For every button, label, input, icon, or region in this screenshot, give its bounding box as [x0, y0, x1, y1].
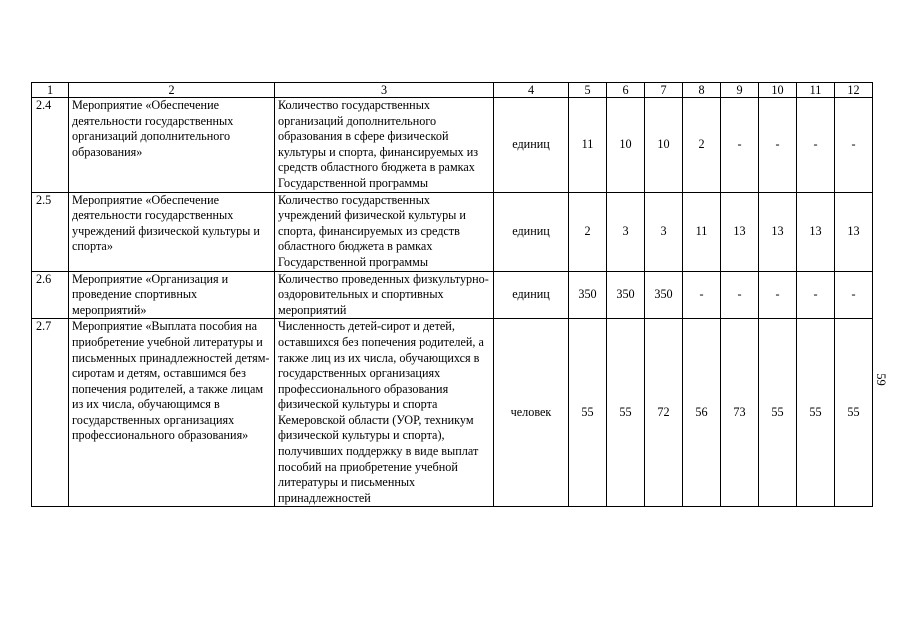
column-number: 7	[645, 83, 683, 98]
table-row	[32, 319, 873, 507]
column-number: 2	[69, 83, 275, 98]
value-cell: -	[797, 271, 835, 319]
value-cell: 10	[607, 98, 645, 193]
value-cell: 55	[607, 319, 645, 507]
activity-cell: Мероприятие «Выплата пособия на приобретение учебной литературы и письменных принадлежностей детям-сиротам и детям, оставшимся без попечения родителей, а также лицам из их числа, обучающимся в государственных организациях профессионального образования»	[69, 319, 275, 507]
column-number: 12	[835, 83, 873, 98]
value-cell: 13	[759, 192, 797, 271]
unit-cell: человек	[494, 319, 569, 507]
value-cell: -	[721, 98, 759, 193]
activity-cell: Мероприятие «Обеспечение деятельности государственных учреждений физической культуры и спорта»	[69, 192, 275, 271]
value-cell: -	[721, 271, 759, 319]
value-cell: 55	[797, 319, 835, 507]
row-number: 2.7	[32, 319, 69, 507]
column-number: 1	[32, 83, 69, 98]
value-cell: 350	[645, 271, 683, 319]
unit-cell: единиц	[494, 98, 569, 193]
value-cell: 55	[835, 319, 873, 507]
value-cell: 3	[645, 192, 683, 271]
activity-cell: Мероприятие «Обеспечение деятельности государственных организаций дополнительного образования»	[69, 98, 275, 193]
table-row	[32, 192, 873, 271]
row-number: 2.5	[32, 192, 69, 271]
value-cell: 72	[645, 319, 683, 507]
indicator-cell: Численность детей-сирот и детей, оставшихся без попечения родителей, а также лиц из их числа, обучающихся в государственных организациях профессионального образования физической культуры и спорта Кемеровской области (УОР, техникум физической культуры и спорта), получивших поддержку в виде выплат пособий на приобретение учебной литературы и письменных принадлежностей	[275, 319, 494, 507]
value-cell: 55	[759, 319, 797, 507]
indicator-cell: Количество государственных организаций дополнительного образования в сфере физической культуры и спорта, финансируемых из средств областного бюджета в рамках Государственной программы	[275, 98, 494, 193]
value-cell: -	[835, 271, 873, 319]
value-cell: -	[835, 98, 873, 193]
value-cell: 56	[683, 319, 721, 507]
value-cell: 11	[569, 98, 607, 193]
row-number: 2.4	[32, 98, 69, 193]
indicators-table	[31, 82, 873, 507]
column-number: 6	[607, 83, 645, 98]
column-number: 5	[569, 83, 607, 98]
value-cell: -	[759, 98, 797, 193]
column-number: 11	[797, 83, 835, 98]
value-cell: 350	[607, 271, 645, 319]
indicator-cell: Количество проведенных физкультурно-оздоровительных и спортивных мероприятий	[275, 271, 494, 319]
value-cell: 350	[569, 271, 607, 319]
unit-cell: единиц	[494, 271, 569, 319]
indicator-cell: Количество государственных учреждений физической культуры и спорта, финансируемых из средств областного бюджета в рамках Государственной программы	[275, 192, 494, 271]
value-cell: 3	[607, 192, 645, 271]
page-number: 59	[873, 373, 888, 386]
value-cell: -	[683, 271, 721, 319]
column-number: 10	[759, 83, 797, 98]
column-number: 4	[494, 83, 569, 98]
table-row	[32, 98, 873, 193]
value-cell: 13	[797, 192, 835, 271]
value-cell: 10	[645, 98, 683, 193]
value-cell: 2	[569, 192, 607, 271]
value-cell: 13	[835, 192, 873, 271]
value-cell: -	[797, 98, 835, 193]
value-cell: -	[759, 271, 797, 319]
table-row	[32, 271, 873, 319]
column-numbers-row	[32, 83, 873, 98]
value-cell: 55	[569, 319, 607, 507]
column-number: 8	[683, 83, 721, 98]
row-number: 2.6	[32, 271, 69, 319]
unit-cell: единиц	[494, 192, 569, 271]
column-number: 3	[275, 83, 494, 98]
value-cell: 2	[683, 98, 721, 193]
value-cell: 73	[721, 319, 759, 507]
activity-cell: Мероприятие «Организация и проведение спортивных мероприятий»	[69, 271, 275, 319]
column-number: 9	[721, 83, 759, 98]
value-cell: 11	[683, 192, 721, 271]
value-cell: 13	[721, 192, 759, 271]
